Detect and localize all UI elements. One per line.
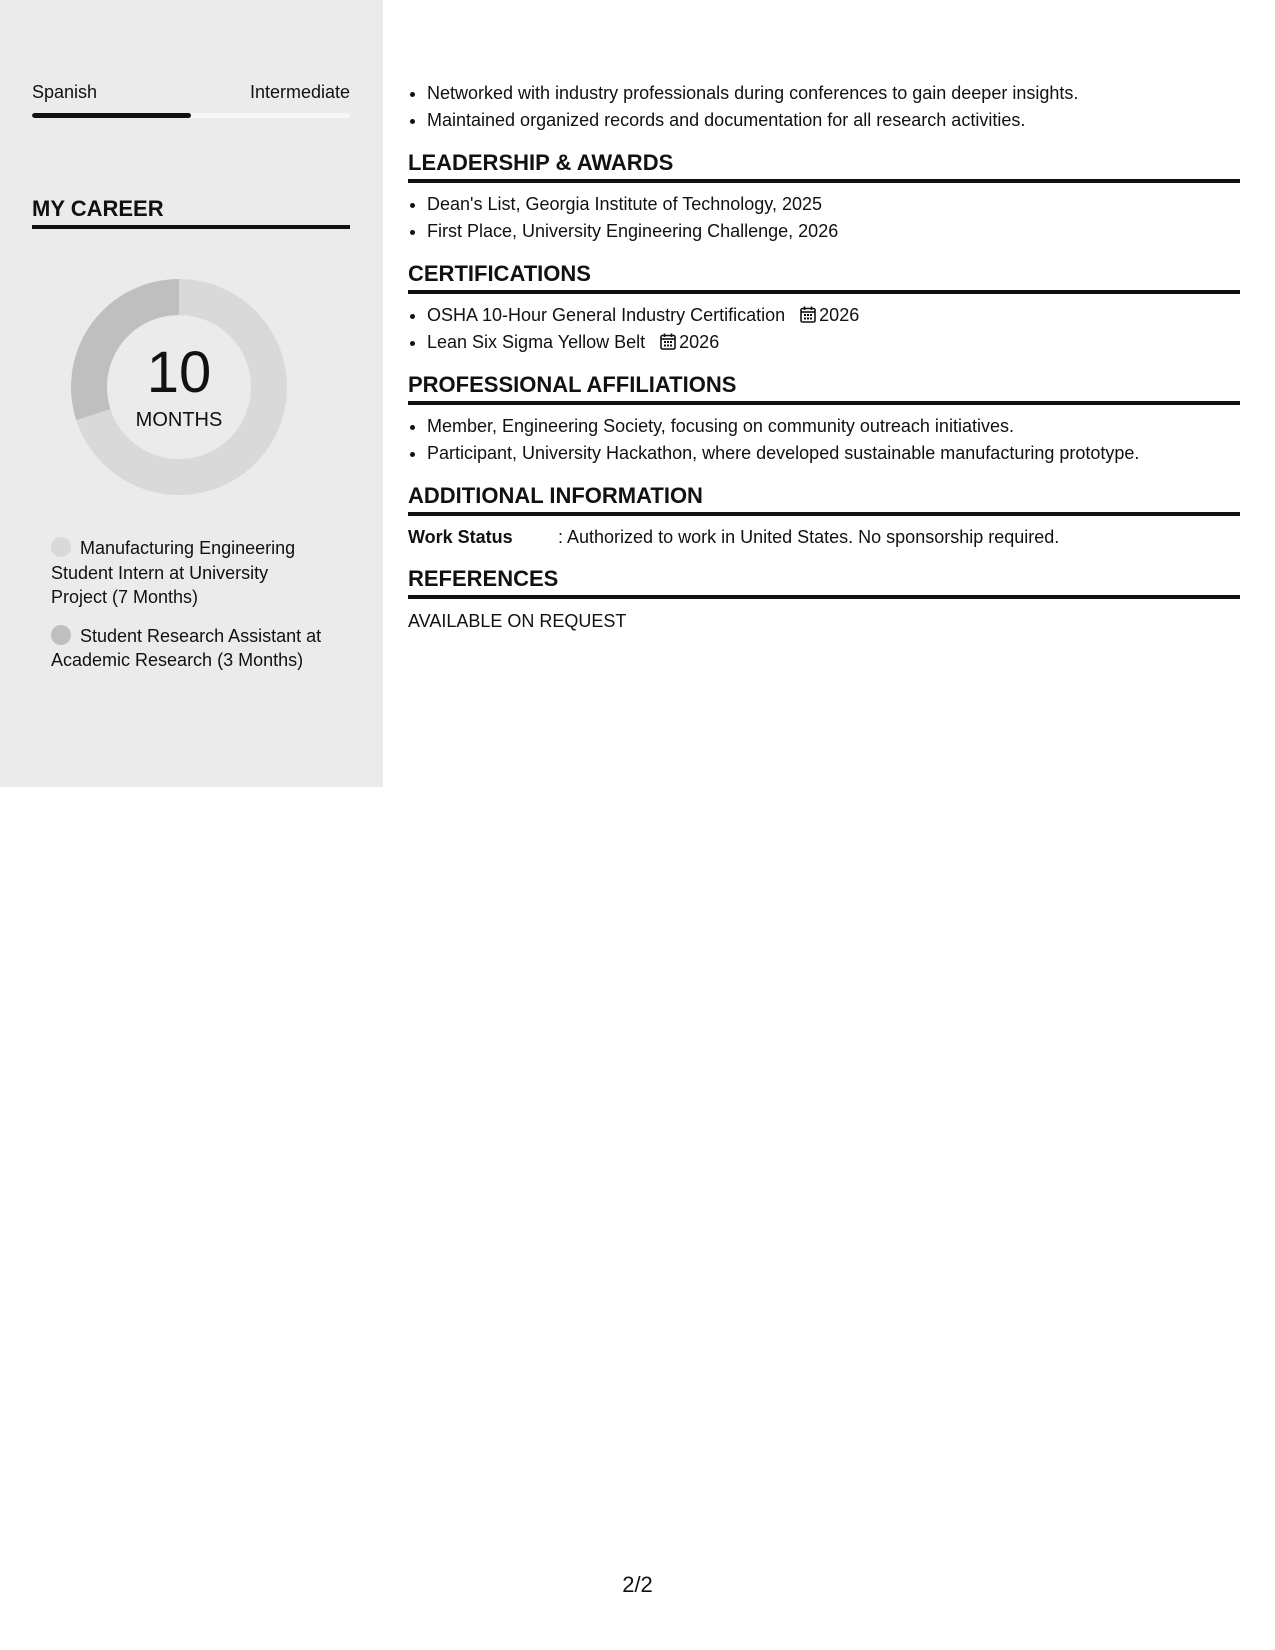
certification-item <box>427 302 1240 329</box>
leadership-list <box>408 191 1240 245</box>
leadership-title: LEADERSHIP & AWARDS <box>408 150 1240 183</box>
legend-dot <box>51 537 71 557</box>
career-legend-item <box>51 536 326 610</box>
leadership-item: • First Place, University Engineering Challenge, 2026 <box>427 218 1240 245</box>
main-content <box>408 80 1240 634</box>
certification-year: 2026 <box>819 305 860 325</box>
calendar-icon <box>660 333 676 350</box>
affiliations-list <box>408 413 1240 467</box>
work-status-row <box>408 524 1240 550</box>
certification-name: OSHA 10-Hour General Industry Certification <box>427 305 786 325</box>
affiliation-item: • Participant, University Hackathon, where developed sustainable manufacturing prototype. <box>427 440 1240 467</box>
language-proficiency-bar <box>32 113 350 118</box>
references-title: REFERENCES <box>408 566 1240 599</box>
career-legend-item <box>51 624 326 673</box>
leadership-item: • Dean's List, Georgia Institute of Technology, 2025 <box>427 191 1240 218</box>
certification-year: 2026 <box>679 332 720 352</box>
career-legend <box>51 536 326 687</box>
career-legend-label: Manufacturing Engineering Student Intern at University Project (7 Months) <box>51 538 296 607</box>
certification-item <box>427 329 1240 356</box>
career-heading: MY CAREER <box>32 196 350 229</box>
language-proficiency-fill <box>32 113 191 118</box>
donut-unit: MONTHS <box>135 409 223 431</box>
language-row <box>32 82 350 103</box>
page-number: 2/2 <box>622 1572 653 1597</box>
career-legend-label: Student Research Assistant at Academic Research (3 Months) <box>51 625 322 670</box>
affiliations-title: PROFESSIONAL AFFILIATIONS <box>408 372 1240 405</box>
experience-bullet: • Networked with industry professionals during conferences to gain deeper insights. <box>427 80 1240 107</box>
certifications-list <box>408 302 1240 356</box>
affiliation-item: • Member, Engineering Society, focusing on community outreach initiatives. <box>427 413 1240 440</box>
certification-name: Lean Six Sigma Yellow Belt <box>427 332 646 352</box>
experience-bullet: • Maintained organized records and documentation for all research activities. <box>427 107 1240 134</box>
references-text: AVAILABLE ON REQUEST <box>408 611 627 631</box>
work-status-label: Work Status <box>408 527 513 547</box>
experience-bullets <box>408 80 1240 134</box>
language-level: Intermediate <box>249 82 350 102</box>
sidebar <box>0 0 383 787</box>
donut-total: 10 <box>146 340 212 405</box>
work-status-value: : Authorized to work in United States. No sponsorship required. <box>558 527 1060 547</box>
legend-dot <box>51 625 71 645</box>
language-name: Spanish <box>32 82 98 102</box>
additional-info-title: ADDITIONAL INFORMATION <box>408 483 1240 516</box>
certifications-title: CERTIFICATIONS <box>408 261 1240 294</box>
calendar-icon <box>800 306 816 323</box>
